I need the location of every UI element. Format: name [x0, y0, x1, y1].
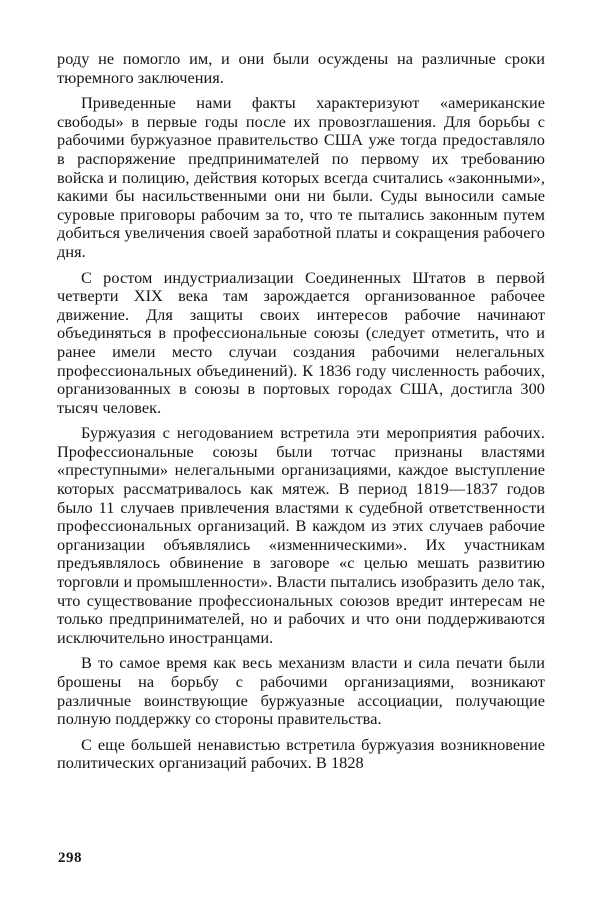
page-number: 298 [58, 850, 82, 866]
paragraph-industrialization: С ростом индустриализации Соединенных Штатов в первой четверти XIX века там зарождается организованное рабочее движение. Для защиты своих интересов рабочие начинают объединяться в профессиональные союзы (следует отметить, что и ранее имели место случаи создания рабочими нелегальных профессиональных объединений). К 1836 году численность рабочих, организованных в союзы в портовых городах США, достигла 300 тысяч человек. [57, 267, 545, 417]
paragraph-political-organizations: С еще большей ненавистью встретила буржуазия возникновение политических организаций рабочих. В 1828 [57, 734, 545, 773]
page-text-block [57, 50, 545, 780]
paragraph-continuation: роду не помогло им, и они были осуждены на различные сроки тюремного заключения. [57, 49, 545, 87]
paragraph-american-freedoms: Приведенные нами факты характеризуют «американские свободы» в первые годы после их провозглашения. Для борьбы с рабочими буржуазное правительство США уже тогда предоставляло в распоряжение предпринимателей по первому их требованию войска и полицию, действия которых всегда считались «законными», какими бы насильственными они ни были. Суды выносили самые суровые приговоры рабочим за то, что те пытались законным путем добиться увеличения своей заработной платы и сокращения рабочего дня. [57, 93, 545, 261]
paragraph-bourgeois-associations: В то самое время как весь механизм власти и сила печати были брошены на борьбу с рабочими организациями, возникают различные воинствующие буржуазные ассоциации, получающие полную поддержку со стороны правительства. [57, 653, 545, 729]
paragraph-bourgeoisie-reaction: Буржуазия с негодованием встретила эти мероприятия рабочих. Профессиональные союзы были тотчас признаны властями «преступными» нелегальными организациями, каждое выступление которых рассматривалось как мятеж. В период 1819—1837 годов было 11 случаев привлечения властями к судебной ответственности профессиональных организаций. В каждом из этих случаев рабочие организации объявлялись «изменническими». Их участникам предъявлялось обвинение в заговоре «с целью мешать развитию торговли и промышленности». Власти пытались изобразить дело так, что существование профессиональных союзов вредит интересам не только предпринимателей, но и рабочих и что они поддерживаются исключительно иностранцами. [57, 423, 545, 647]
